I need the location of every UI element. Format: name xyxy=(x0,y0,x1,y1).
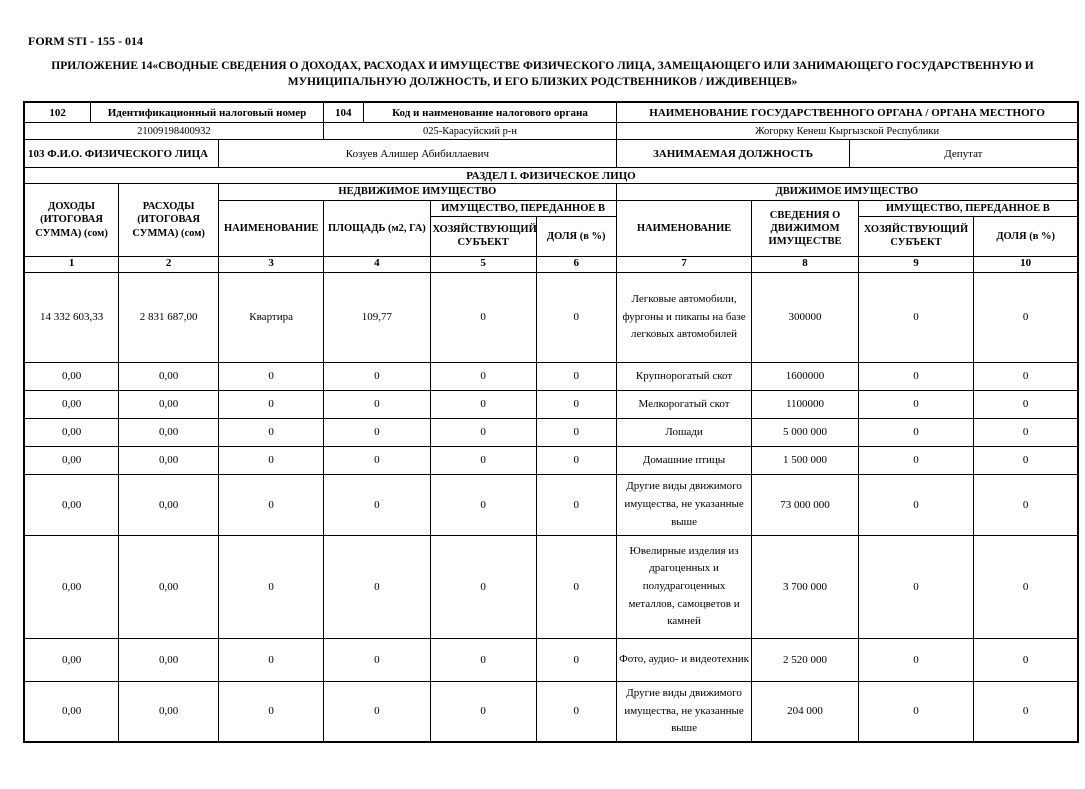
table-cell: 0,00 xyxy=(25,362,119,390)
table-cell: 0 xyxy=(219,681,324,741)
table-cell: 0 xyxy=(324,681,430,741)
table-cell: 0 xyxy=(219,535,324,638)
col-header-info-movable: СВЕДЕНИЯ О ДВИЖИМОМ ИМУЩЕСТВЕ xyxy=(752,200,858,256)
table-cell: 0 xyxy=(430,681,536,741)
table-cell: 3 700 000 xyxy=(752,535,858,638)
col-header-income: ДОХОДЫ (ИТОГОВАЯ СУММА) (сом) xyxy=(25,184,119,256)
table-cell: 0 xyxy=(974,418,1077,446)
table-cell: 0 xyxy=(536,535,616,638)
table-cell: 0 xyxy=(219,362,324,390)
col-header-expense: РАСХОДЫ (ИТОГОВАЯ СУММА) (сом) xyxy=(119,184,219,256)
table-cell: 0 xyxy=(858,362,974,390)
form-title: ПРИЛОЖЕНИЕ 14«СВОДНЫЕ СВЕДЕНИЯ О ДОХОДАХ, РАСХОДАХ И ИМУЩЕСТВЕ ФИЗИЧЕСКОГО ЛИЦА, ЗАМЕЩАЮЩЕГО ИЛИ ЗАНИМАЮЩЕГО ГОСУДАРСТВЕННУЮ И МУНИЦИПАЛЬНУЮ ДОЛЖНОСТЬ, И ЕГО БЛИЗКИХ РОДСТВЕННИКОВ / ИЖДИВЕНЦЕВ» xyxy=(51,60,1034,89)
table-cell: 0 xyxy=(219,446,324,474)
inn-label: Идентификационный налоговый номер xyxy=(91,103,323,122)
table-cell: Фото, аудио- и видеотехник xyxy=(616,638,752,681)
column-numbers-row xyxy=(25,256,1077,272)
field-102-code: 102 xyxy=(25,103,91,122)
table-row xyxy=(25,474,1077,535)
table-cell: 0,00 xyxy=(119,362,219,390)
column-number: 8 xyxy=(752,256,858,272)
table-cell: 0 xyxy=(430,638,536,681)
table-cell: Домашние птицы xyxy=(616,446,752,474)
table-cell: 0 xyxy=(324,390,430,418)
declaration-table xyxy=(25,184,1077,741)
inn-value: 21009198400932 xyxy=(25,123,324,139)
col-header-name-movable: НАИМЕНОВАНИЕ xyxy=(616,200,752,256)
declaration-document xyxy=(23,101,1079,743)
table-cell: 0 xyxy=(430,446,536,474)
table-cell: 0,00 xyxy=(119,446,219,474)
table-row xyxy=(25,362,1077,390)
table-cell: 0 xyxy=(974,272,1077,362)
column-number: 5 xyxy=(430,256,536,272)
table-cell: 0 xyxy=(536,638,616,681)
table-cell: 1 500 000 xyxy=(752,446,858,474)
group-header-transferred-movable: ИМУЩЕСТВО, ПЕРЕДАННОЕ В xyxy=(858,200,1077,216)
table-cell: 14 332 603,33 xyxy=(25,272,119,362)
table-cell: 5 000 000 xyxy=(752,418,858,446)
table-cell: 0 xyxy=(974,362,1077,390)
table-cell: 0 xyxy=(858,272,974,362)
table-cell: 0 xyxy=(858,446,974,474)
table-body xyxy=(25,272,1077,741)
table-cell: 0 xyxy=(974,474,1077,535)
table-cell: 0,00 xyxy=(25,681,119,741)
table-cell: 1600000 xyxy=(752,362,858,390)
tax-office-value: 025-Карасуйский р-н xyxy=(324,123,618,139)
table-row xyxy=(25,535,1077,638)
table-cell: 109,77 xyxy=(324,272,430,362)
table-cell: 0 xyxy=(536,474,616,535)
table-cell: 0 xyxy=(858,418,974,446)
table-cell: 0,00 xyxy=(25,446,119,474)
table-cell: 0 xyxy=(324,418,430,446)
table-cell: 204 000 xyxy=(752,681,858,741)
table-header xyxy=(25,184,1077,272)
table-cell: 0 xyxy=(430,418,536,446)
table-cell: 0 xyxy=(324,446,430,474)
col-header-entity-movable: ХОЗЯЙСТВУЮЩИЙ СУБЪЕКТ xyxy=(858,216,974,256)
table-cell: 0 xyxy=(858,638,974,681)
info-row-person xyxy=(25,140,1077,168)
group-header-movable: ДВИЖИМОЕ ИМУЩЕСТВО xyxy=(616,184,1077,200)
column-number: 10 xyxy=(974,256,1077,272)
col-header-name-immovable: НАИМЕНОВАНИЕ xyxy=(219,200,324,256)
table-cell: 0 xyxy=(974,638,1077,681)
column-number: 1 xyxy=(25,256,119,272)
table-cell: 0 xyxy=(536,362,616,390)
table-cell: 0 xyxy=(536,272,616,362)
table-cell: Другие виды движимого имущества, не указанные выше xyxy=(616,681,752,741)
column-number: 6 xyxy=(536,256,616,272)
state-body-label: НАИМЕНОВАНИЕ ГОСУДАРСТВЕННОГО ОРГАНА / ОРГАНА МЕСТНОГО xyxy=(649,106,1045,119)
info-row-values xyxy=(25,123,1077,140)
table-cell: 0 xyxy=(324,474,430,535)
table-cell: 0,00 xyxy=(119,535,219,638)
table-cell: 0 xyxy=(430,272,536,362)
table-cell: 0 xyxy=(430,535,536,638)
table-cell: 0 xyxy=(974,535,1077,638)
table-cell: Мелкорогатый скот xyxy=(616,390,752,418)
table-cell: 0 xyxy=(858,681,974,741)
table-cell: Другие виды движимого имущества, не указанные выше xyxy=(616,474,752,535)
table-cell: 300000 xyxy=(752,272,858,362)
table-cell: 0 xyxy=(536,390,616,418)
table-cell: 0,00 xyxy=(119,681,219,741)
table-cell: 0 xyxy=(536,681,616,741)
table-cell: 0 xyxy=(858,474,974,535)
group-header-transferred-immovable: ИМУЩЕСТВО, ПЕРЕДАННОЕ В xyxy=(430,200,616,216)
table-cell: 0 xyxy=(974,681,1077,741)
table-cell: 0,00 xyxy=(119,638,219,681)
column-number: 2 xyxy=(119,256,219,272)
form-code: FORM STI - 155 - 014 xyxy=(28,34,143,48)
table-cell: 0 xyxy=(324,638,430,681)
col-header-share-immovable: ДОЛЯ (в %) xyxy=(536,216,616,256)
table-cell: Ювелирные изделия из драгоценных и полудрагоценных металлов, самоцветов и камней xyxy=(616,535,752,638)
table-cell: 0 xyxy=(858,390,974,418)
table-cell: 0,00 xyxy=(25,390,119,418)
table-cell: 0 xyxy=(219,418,324,446)
table-cell: 0,00 xyxy=(119,390,219,418)
col-header-share-movable: ДОЛЯ (в %) xyxy=(974,216,1077,256)
column-number: 7 xyxy=(616,256,752,272)
column-number: 3 xyxy=(219,256,324,272)
table-cell: 1100000 xyxy=(752,390,858,418)
table-cell: 0 xyxy=(974,446,1077,474)
table-cell: 0,00 xyxy=(25,474,119,535)
table-row xyxy=(25,681,1077,741)
field-104-code: 104 xyxy=(324,103,364,122)
table-cell: 0 xyxy=(324,362,430,390)
table-cell: 0,00 xyxy=(25,535,119,638)
section-title: РАЗДЕЛ I. ФИЗИЧЕСКОЕ ЛИЦО xyxy=(25,168,1077,184)
table-cell: 0 xyxy=(219,638,324,681)
table-row xyxy=(25,272,1077,362)
table-cell: 0 xyxy=(219,390,324,418)
col-header-entity-immovable: ХОЗЯЙСТВУЮЩИЙ СУБЪЕКТ xyxy=(430,216,536,256)
position-value: Депутат xyxy=(944,147,983,160)
table-cell: 2 831 687,00 xyxy=(119,272,219,362)
table-cell: 0 xyxy=(219,474,324,535)
tax-office-label: Код и наименование налогового органа xyxy=(364,103,618,122)
table-cell: 0 xyxy=(324,535,430,638)
table-row xyxy=(25,638,1077,681)
table-cell: 0,00 xyxy=(119,418,219,446)
table-cell: 0,00 xyxy=(25,638,119,681)
table-row xyxy=(25,446,1077,474)
table-cell: 73 000 000 xyxy=(752,474,858,535)
fio-value: Козуев Алишер Абибиллаевич xyxy=(219,140,618,167)
table-cell: 0 xyxy=(536,446,616,474)
table-cell: 0,00 xyxy=(25,418,119,446)
position-label: ЗАНИМАЕМАЯ ДОЛЖНОСТЬ xyxy=(617,140,849,167)
table-cell: 0 xyxy=(430,390,536,418)
table-cell: 0 xyxy=(536,418,616,446)
table-cell: 0 xyxy=(430,474,536,535)
table-cell: 2 520 000 xyxy=(752,638,858,681)
fio-label: 103 Ф.И.О. ФИЗИЧЕСКОГО ЛИЦА xyxy=(25,140,219,167)
table-cell: 0 xyxy=(974,390,1077,418)
table-row xyxy=(25,390,1077,418)
table-cell: 0 xyxy=(430,362,536,390)
group-header-immovable: НЕДВИЖИМОЕ ИМУЩЕСТВО xyxy=(219,184,617,200)
column-number: 9 xyxy=(858,256,974,272)
table-cell: Крупнорогатый скот xyxy=(616,362,752,390)
info-row-codes xyxy=(25,103,1077,123)
table-cell: Легковые автомобили, фургоны и пикапы на базе легковых автомобилей xyxy=(616,272,752,362)
table-cell: Квартира xyxy=(219,272,324,362)
col-header-area: ПЛОЩАДЬ (м2, ГА) xyxy=(324,200,430,256)
column-number: 4 xyxy=(324,256,430,272)
table-row xyxy=(25,418,1077,446)
table-cell: 0 xyxy=(858,535,974,638)
state-body-value: Жогорку Кенеш Кыргызской Республики xyxy=(755,125,940,137)
table-cell: 0,00 xyxy=(119,474,219,535)
table-cell: Лошади xyxy=(616,418,752,446)
